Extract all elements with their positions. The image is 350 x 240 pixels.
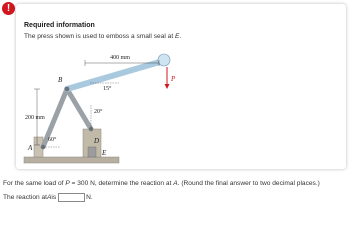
label-p: P xyxy=(171,75,176,83)
base-plate xyxy=(24,157,119,163)
alert-icon: ! xyxy=(2,2,15,15)
reaction-a-input[interactable] xyxy=(58,193,85,202)
intro-suffix: . xyxy=(179,33,182,40)
intro-prefix: The press shown is used to emboss a small seal at xyxy=(24,33,175,40)
intro-variable: E xyxy=(175,33,180,40)
stamp-e xyxy=(88,147,96,157)
problem-intro xyxy=(24,33,181,40)
question-middle: = 300 N, determine the reaction at xyxy=(69,180,174,187)
press-handle xyxy=(67,61,163,89)
label-e: E xyxy=(102,149,107,157)
question-suffix: . (Round the final answer to two decimal places.) xyxy=(177,180,320,187)
question-variable-p: P xyxy=(65,180,70,187)
press-figure xyxy=(22,43,196,165)
answer-row xyxy=(3,193,93,202)
link-bd xyxy=(67,89,91,129)
label-200mm: 200 mm xyxy=(25,115,45,121)
pin-b xyxy=(65,87,70,92)
answer-prefix: The reaction at xyxy=(3,194,47,201)
label-b: B xyxy=(58,76,63,84)
section-title: Required information xyxy=(24,22,95,29)
question-text xyxy=(3,180,320,187)
answer-variable: A xyxy=(46,194,52,201)
answer-is-text: is xyxy=(51,194,57,201)
answer-unit: N. xyxy=(86,194,93,201)
handle-knob xyxy=(158,54,170,66)
load-arrowhead xyxy=(165,84,170,89)
label-d: D xyxy=(94,137,100,145)
label-60deg: 60° xyxy=(48,137,57,143)
question-variable-a: A xyxy=(173,180,178,187)
label-15deg: 15° xyxy=(103,86,112,92)
label-20deg: 20° xyxy=(94,109,103,115)
question-prefix: For the same load of xyxy=(3,180,66,187)
label-a: A xyxy=(28,144,33,152)
label-400mm: 400 mm xyxy=(110,55,130,61)
